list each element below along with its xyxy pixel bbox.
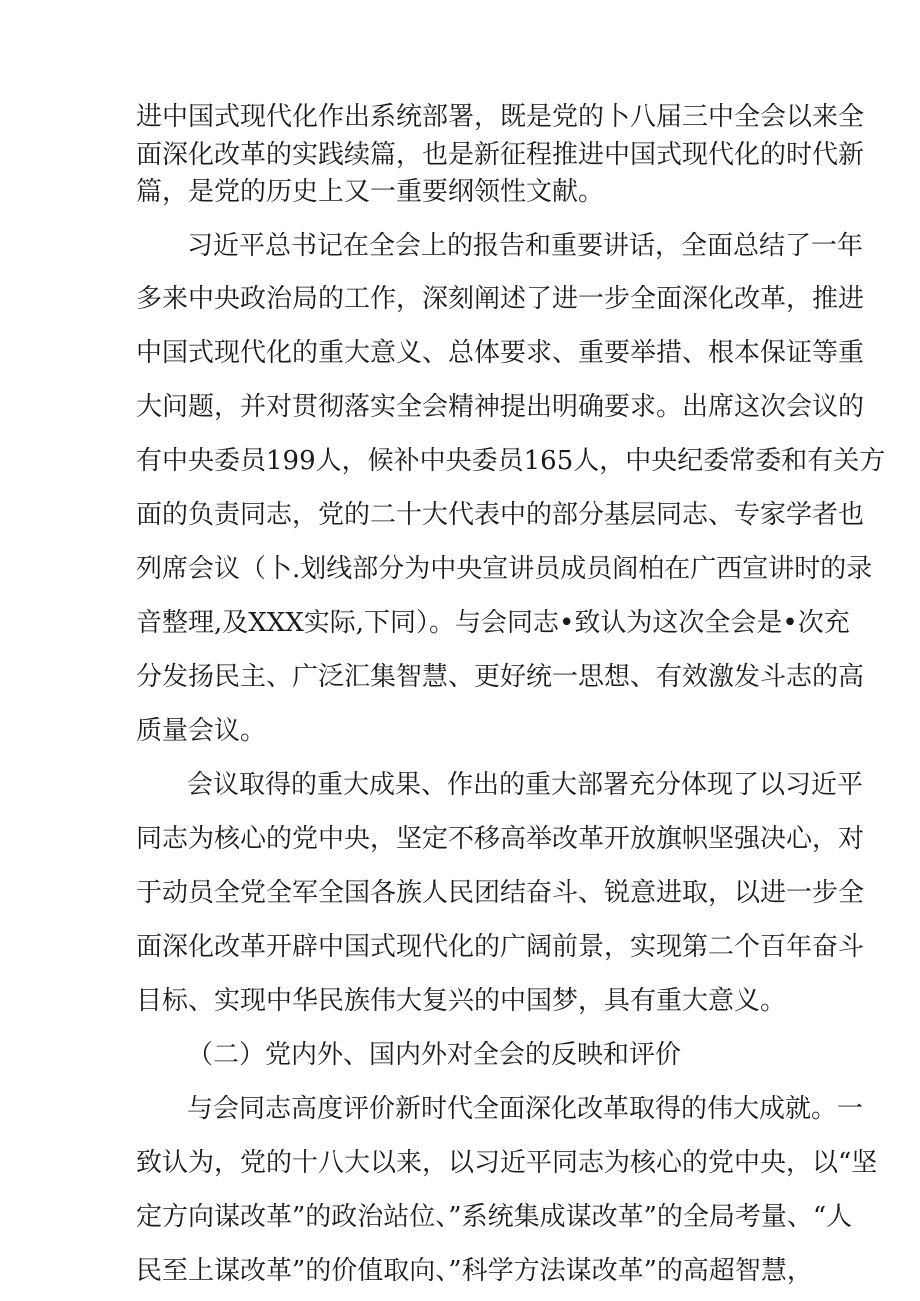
text-line: 质量会议。 (136, 716, 267, 746)
text-line: 致认为，党的十八大以来，以习近平同志为核心的党中央，以“坚 (136, 1148, 878, 1178)
text-line: 于动员全党全军全国各族人民团结奋斗、锐意进取，以进一步全 (136, 878, 865, 908)
text-line: 民至上谋改革”的价值取向、”科学方法谋改革”的高超智慧， (136, 1256, 813, 1286)
text-line: 会议取得的重大成果、作出的重大部署充分体现了以习近平 (187, 770, 864, 800)
text-line: 中国式现代化的重大意义、总体要求、重要举措、根本保证等重 (136, 338, 865, 368)
text-line: 音整理,及XXX实际,下同）。与会同志•致认为这次全会是•次充 (136, 608, 850, 638)
text-line: 进中国式现代化作出系统部署，既是党的卜八届三中全会以来全 (136, 102, 865, 132)
text-line: 列席会议（卜.划线部分为中央宣讲员成员阎柏在广西宣讲时的录 (136, 554, 873, 584)
text-line: 定方向谋改革”的政治站位、”系统集成谋改革”的全局考量、“人 (136, 1202, 853, 1232)
text-line: 篇，是党的历史上又一重要纲领性文献。 (136, 177, 605, 207)
text-line: 大问题，并对贯彻落实全会精神提出明确要求。出席这次会议的 (136, 392, 865, 422)
section-heading: （二）党内外、国内外对全会的反映和评价 (187, 1040, 682, 1070)
text-line: 面深化改革开辟中国式现代化的广阔前景，实现第二个百年奋斗 (136, 932, 865, 962)
text-line: 与会同志高度评价新时代全面深化改革取得的伟大成就。一 (187, 1094, 864, 1124)
text-line: 多来中央政治局的工作，深刻阐述了进一步全面深化改革，推进 (136, 284, 865, 314)
text-line: 分发扬民主、广泛汇集智慧、更好统一思想、有效激发斗志的高 (136, 662, 865, 692)
text-line: 面深化改革的实践续篇，也是新征程推进中国式现代化的时代新 (136, 140, 865, 170)
text-line: 面的负责同志，党的二十大代表中的部分基层同志、专家学者也 (136, 500, 865, 530)
text-line: 目标、实现中华民族伟大复兴的中国梦，具有重大意义。 (136, 986, 787, 1016)
text-line: 同志为核心的党中央，坚定不移高举改革开放旗帜坚强决心，对 (136, 824, 865, 854)
text-line: 有中央委员199人，候补中央委员165人，中央纪委常委和有关方 (136, 446, 886, 476)
text-line: 习近平总书记在全会上的报告和重要讲话，全面总结了一年 (187, 231, 864, 261)
